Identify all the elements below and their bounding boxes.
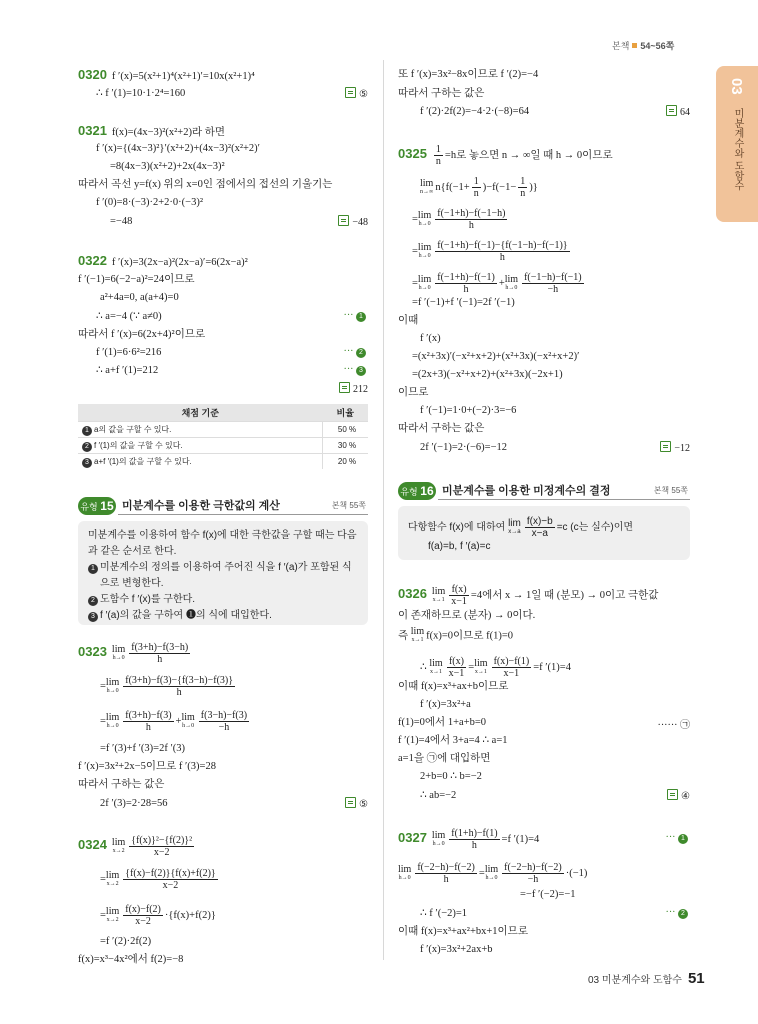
page-header <box>612 39 674 52</box>
answer <box>345 87 368 100</box>
solution-line: 2f ′(−1)=2·(−6)=−12 <box>420 442 508 453</box>
step-marker-2: 2 <box>356 348 366 358</box>
solution-line: f(x)=(4x−3)²(x²+2)라 하면 <box>111 127 226 138</box>
type-tag: 유형 16 <box>398 482 436 500</box>
solution-line: 따라서 구하는 값은 <box>78 779 165 790</box>
answer <box>660 441 690 454</box>
solution-line: =h로 놓으면 n → ∞일 때 h → 0이므로 <box>444 149 613 161</box>
solution-line: 이때 <box>398 315 419 326</box>
solution-line: a=1을 ㉠에 대입하면 <box>398 753 491 764</box>
table-row: 2 f ′(1)의 값을 구할 수 있다. 30 % <box>78 438 368 454</box>
solution-line: f ′(1)=6·6²=216 <box>96 347 162 358</box>
answer-value: 212 <box>353 384 368 395</box>
solution-line: =f ′(3)+f ′(3)=2f ′(3) <box>100 743 185 754</box>
solution-line: f ′(x)=3x²+a <box>420 699 471 710</box>
solution-line: a²+4a=0, a(a+4)=0 <box>100 292 179 303</box>
answer-icon <box>339 382 350 393</box>
solution-line: 이때 f(x)=x³+ax+b이므로 <box>398 681 509 692</box>
solution-line: =(x²+3x)′(−x²+x+2)+(x²+3x)(−x²+x+2)′ <box>412 351 580 362</box>
problem-number: 0320 <box>78 67 107 82</box>
solution-line: ∴ a=−4 (∵ a≠0) <box>96 311 162 322</box>
type-15-guide: 미분계수를 이용하여 함수 f(x)에 대한 극한값을 구할 때는 다음 과 같은 순서로 한다. 1 미분계수의 정의를 이용하여 주어진 식을 f ′(a)가 포함된 식 으로 변형한다. 2 도함수 f ′(x)를 구한다. 3 f ′(a)의 값을 구하여 ❶의 식에 대입한다. <box>78 521 368 625</box>
solution-line: =8(4x−3)(x²+2)+2x(4x−3)² <box>110 161 225 172</box>
solution-line: f(1)=0에서 1+a+b=0 <box>398 717 486 728</box>
answer <box>339 382 368 395</box>
solution-line: ∴ a+f ′(1)=212 <box>96 365 159 376</box>
type-title: 미분계수를 이용한 미정계수의 결정 <box>442 485 611 497</box>
answer-value: 64 <box>680 107 690 118</box>
solution-line: ∴ ab=−2 <box>420 790 457 801</box>
solution-line: f ′(1)=4에서 3+a=4 ∴ a=1 <box>398 735 508 746</box>
type-ref: 본책 55쪽 <box>331 501 366 510</box>
step-marker: ··· 3 <box>344 364 369 376</box>
chapter-number: 03 <box>728 78 745 95</box>
header-ref: 본책 <box>612 41 630 51</box>
solution-line: 2f ′(3)=2·28=56 <box>100 798 168 809</box>
equation-marker: ······ ㉠ <box>657 720 690 731</box>
solution-line: 이므로 <box>398 387 429 398</box>
solution-line: f ′(x)=3x²+2x−5이므로 f ′(3)=28 <box>78 761 216 772</box>
solution-line: =−48 <box>110 216 133 227</box>
type-title: 미분계수를 이용한 극한값의 계산 <box>122 500 280 512</box>
type-ref: 본책 55쪽 <box>653 486 688 495</box>
answer-value: −48 <box>352 217 368 228</box>
answer-icon <box>345 87 356 98</box>
answer-icon <box>338 215 349 226</box>
answer-value: ⑤ <box>359 89 368 100</box>
header-square-icon <box>632 43 637 48</box>
problem-number: 0321 <box>78 123 107 138</box>
problem-number: 0324 <box>78 836 107 852</box>
answer-icon <box>667 789 678 800</box>
answer-value: ⑤ <box>359 799 368 810</box>
solution-line: f ′(x)=3(2x−a)²(2x−a)′=6(2x−a)² <box>111 257 248 268</box>
solution-line: 이때 f(x)=x³+ax²+bx+1이므로 <box>398 926 528 937</box>
type-15-header <box>78 497 368 515</box>
table-row: 1 a의 값을 구할 수 있다. 50 % <box>78 422 368 438</box>
solution-line: =(2x+3)(−x²+x+2)+(x²+3x)(−2x+1) <box>412 369 563 380</box>
solution-line: f ′(−1)=1·0+(−2)·3=−6 <box>420 405 517 416</box>
answer-icon <box>666 105 677 116</box>
answer-value: −12 <box>674 443 690 454</box>
step-marker: ··· 1 <box>344 310 369 322</box>
answer-value: ④ <box>681 791 690 802</box>
header-pages: 54~56쪽 <box>640 41 675 51</box>
grading-header-criteria: 채점 기준 <box>78 404 323 422</box>
answer-icon <box>345 797 356 808</box>
solution-line: =−f ′(−2)=−1 <box>520 889 576 900</box>
step-marker-3: 3 <box>356 366 366 376</box>
grading-table <box>78 404 368 469</box>
page-footer <box>588 970 705 987</box>
problem-number: 0323 <box>78 643 107 659</box>
chapter-title: 미분계수와 도함수 <box>732 108 743 191</box>
problem-number: 0327 <box>398 829 427 845</box>
solution-line: 따라서 구하는 값은 <box>398 423 485 434</box>
step-marker: ··· 2 <box>666 907 691 919</box>
solution-line: 따라서 f ′(x)=6(2x+4)²이므로 <box>78 329 206 340</box>
solution-line: 2+b=0 ∴ b=−2 <box>420 771 482 782</box>
solution-line: f ′(0)=8·(−3)·2+2·0·(−3)² <box>96 197 203 208</box>
step-marker: ··· 1 <box>666 832 691 844</box>
solution-line: 따라서 구하는 값은 <box>398 88 485 99</box>
grading-header-ratio: 비율 <box>323 404 369 422</box>
solution-line: 이 존재하므로 (분자) → 0이다. <box>398 610 536 621</box>
solution-line: =f ′(−1)+f ′(−1)=2f ′(−1) <box>412 297 515 308</box>
table-row: 3 a+f ′(1)의 값을 구할 수 있다. 20 % <box>78 454 368 470</box>
solution-line: f ′(x)=5(x²+1)⁴(x²+1)′=10x(x²+1)⁴ <box>111 71 255 82</box>
footer-chapter: 03 미분계수와 도함수 <box>588 975 682 986</box>
solution-line: f(x)=x³−4x²에서 f(2)=−8 <box>78 954 184 965</box>
step-marker: ··· 2 <box>344 346 369 358</box>
chapter-side-tab[interactable] <box>716 66 758 222</box>
solution-line: ∴ f ′(1)=10·1·2⁴=160 <box>96 88 186 99</box>
solution-line: f ′(x)={(4x−3)²}′(x²+2)+(4x−3)²(x²+2)′ <box>96 143 260 154</box>
solution-line: 또 f ′(x)=3x²−8x이므로 f ′(2)=−4 <box>398 69 539 80</box>
problem-number: 0325 <box>398 145 427 161</box>
column-divider <box>383 60 384 960</box>
answer-icon <box>660 441 671 452</box>
type-16-guide: 다항함수 f(x)에 대하여 lim x→a $\frac{f(x)-b}{x-a}$ =c (c는 실수)이면 f(a)=b, f ′(a)=c <box>398 506 690 560</box>
answer <box>667 789 690 802</box>
solution-line: =f ′(2)·2f(2) <box>100 936 152 947</box>
step-marker-1: 1 <box>356 312 366 322</box>
answer <box>338 215 368 228</box>
type-16-header <box>398 482 690 500</box>
problem-number: 0326 <box>398 585 427 601</box>
problem-number: 0322 <box>78 253 107 268</box>
solution-line: f ′(x)=3x²+2ax+b <box>420 944 493 955</box>
solution-line: f ′(x) <box>420 333 441 344</box>
type-tag: 유형 15 <box>78 497 116 515</box>
solution-line: =4에서 x → 1일 때 (분모) → 0이고 극한값 <box>470 589 659 601</box>
answer <box>345 797 368 810</box>
solution-line: f ′(−1)=6(−2−a)²=24이므로 <box>78 274 195 285</box>
solution-line: f ′(2)·2f(2)=−4·2·(−8)=64 <box>420 106 530 117</box>
solution-line: ∴ f ′(−2)=1 <box>420 908 468 919</box>
solution-line: 따라서 곡선 y=f(x) 위의 x=0인 점에서의 접선의 기울기는 <box>78 179 333 190</box>
answer <box>666 105 690 118</box>
page-number: 51 <box>687 970 705 987</box>
